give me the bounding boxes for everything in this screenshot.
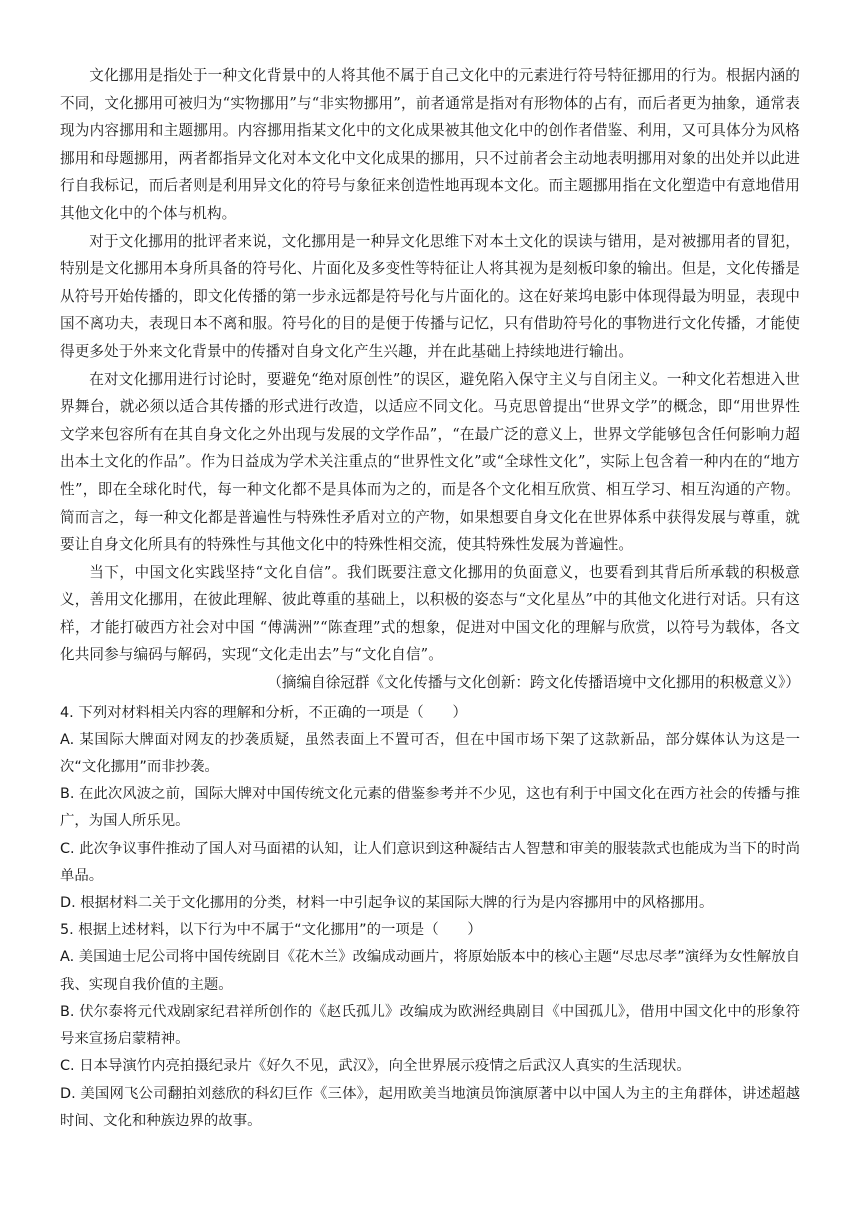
option-b: B. 在此次风波之前，国际大牌对中国传统文化元素的借鉴参考并不少见，这也有利于中国文化在西方社会的传播与推广，为国人所乐见。 [60, 786, 800, 830]
option-b: B. 伏尔泰将元代戏剧家纪君祥所创作的《赵氏孤儿》改编成为欧洲经典剧目《中国孤儿》，借用中国文化中的形象符号来宣扬启蒙精神。 [60, 1003, 800, 1048]
article [60, 62, 800, 697]
option-a: A. 美国迪士尼公司将中国传统剧目《花木兰》改编成动画片，将原始版本中的核心主题“尽忠尽孝”演绎为女性解放自我、实现自我价值的主题。 [60, 949, 800, 993]
article-paragraph-1: 文化挪用是指处于一种文化背景中的人将其他不属于自己文化中的元素进行符号特征挪用的行为。根据内涵的不同，文化挪用可被归为“实物挪用”与“非实物挪用”，前者通常是指对有形物体的占有，而后者更为抽象，通常表现为内容挪用和主题挪用。内容挪用指某文化中的文化成果被其他文化中的创作者借鉴、利用，又可具体分为风格挪用和母题挪用，两者都指异文化对本文化中文化成果的挪用，只不过前者会主动地表明挪用对象的出处并以此进行自我标记，而后者则是利用异文化的符号与象征来创造性地再现本文化。而主题挪用指在文化塑造中有意地借用其他文化中的个体与机构。 [60, 67, 800, 222]
question-stem: 5. 根据上述材料，以下行为中不属于“文化挪用”的一项是（ ） [60, 922, 482, 939]
question-5 [60, 917, 800, 1135]
option-c: C. 此次争议事件推动了国人对马面裙的认知，让人们意识到这种凝结古人智慧和审美的服装款式也能成为当下的时尚单品。 [60, 840, 800, 884]
option-d: D. 美国网飞公司翻拍刘慈欣的科幻巨作《三体》，起用欧美当地演员饰演原著中以中国人为主的主角群体，讲述超越时间、文化和种族边界的故事。 [60, 1085, 800, 1129]
question-stem: 4. 下列对材料相关内容的理解和分析，不正确的一项是（ ） [60, 704, 467, 721]
article-paragraph-2: 对于文化挪用的批评者来说，文化挪用是一种异文化思维下对本土文化的误读与错用，是对被挪用者的冒犯，特别是文化挪用本身所具备的符号化、片面化及多变性等特征让人将其视为是刻板印象的输出。但是，文化传播是从符号开始传播的，即文化传播的第一步永远都是符号化与片面化的。这在好莱坞电影中体现得最为明显，表现中国不离功夫，表现日本不离和服。符号化的目的是便于传播与记忆，只有借助符号化的事物进行文化传播，才能使得更多处于外来文化背景中的传播对自身文化产生兴趣，并在此基础上持续地进行输出。 [60, 232, 800, 360]
article-paragraph-4: 当下，中国文化实践坚持“文化自信”。我们既要注意文化挪用的负面意义，也要看到其背后所承载的积极意义，善用文化挪用，在彼此理解、彼此尊重的基础上，以积极的姿态与“文化星丛”中的其他文化进行对话。只有这样，才能打破西方社会对中国 “傅满洲”“陈查理”式的想象，促进对中国文化的理解与欣赏，以符号为载体，各文化共同参与编码与解码，实现“文化走出去”与“文化自信”。 [60, 563, 800, 664]
question-4 [60, 700, 800, 918]
article-source: （摘编自徐冠群《文化传播与文化创新：跨文化传播语境中文化挪用的积极意义》） [267, 674, 800, 692]
article-paragraph-3: 在对文化挪用进行讨论时，要避免“绝对原创性”的误区，避免陷入保守主义与自闭主义。一种文化若想进入世界舞台，就必须以适合其传播的形式进行改造，以适应不同文化。马克思曾提出“世界文学”的概念，即“用世界性文学来包容所有在其自身文化之外出现与发展的文学作品”，“在最广泛的意义上，世界文学能够包含任何影响力超出本土文化的作品”。作为日益成为学术关注重点的“世界性文化”或“全球性文化”，实际上包含着一种内在的“地方性”，即在全球化时代，每一种文化都不是具体而为之的，而是各个文化相互欣赏、相互学习、相互沟通的产物。简而言之，每一种文化都是普遍性与特殊性矛盾对立的产物，如果想要自身文化在世界体系中获得发展与尊重，就要让自身文化所具有的特殊性与其他文化中的特殊性相交流，使其特殊性发展为普遍性。 [60, 370, 800, 554]
option-d: D. 根据材料二关于文化挪用的分类，材料一中引起争议的某国际大牌的行为是内容挪用中的风格挪用。 [60, 895, 714, 912]
option-c: C. 日本导演竹内亮拍摄纪录片《好久不见，武汉》，向全世界展示疫情之后武汉人真实的生活现状。 [60, 1058, 691, 1075]
document-page [60, 62, 800, 1135]
option-a: A. 某国际大牌面对网友的抄袭质疑，虽然表面上不置可否，但在中国市场下架了这款新品，部分媒体认为这是一次“文化挪用”而非抄袭。 [60, 731, 800, 776]
